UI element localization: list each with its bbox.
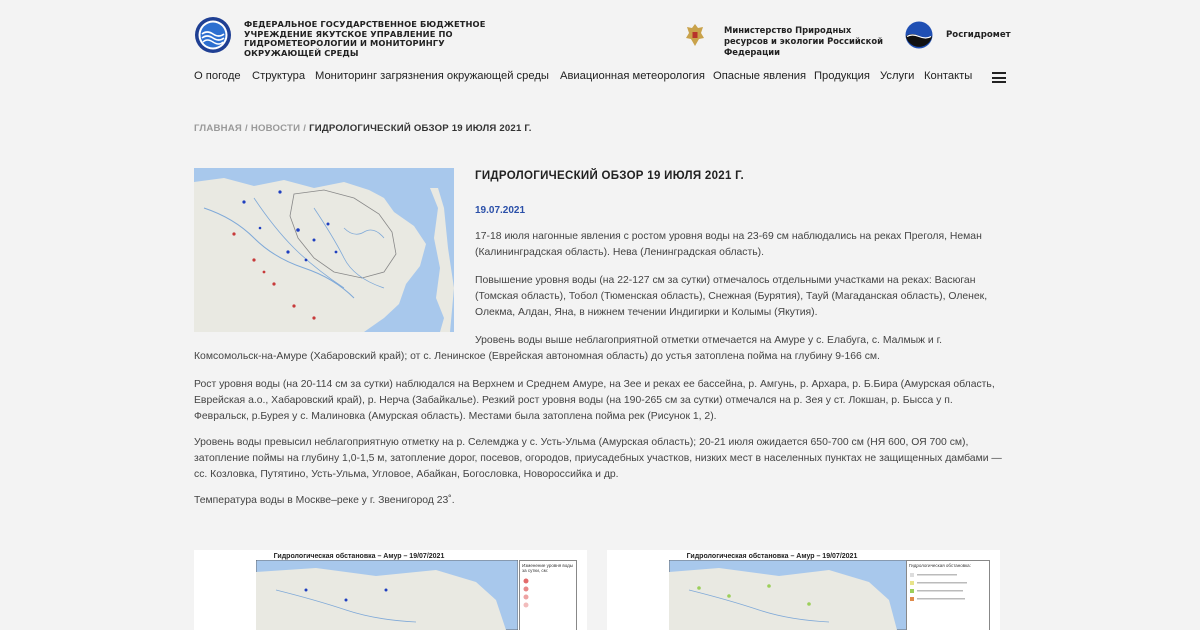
nav-item-services[interactable]: Услуги (880, 70, 915, 82)
org-logo-icon[interactable] (194, 16, 232, 54)
nav-item-products[interactable]: Продукция (814, 70, 870, 82)
article-paragraph: Комсомольск-на-Амуре (Хабаровский край); от с. Ленинское (Еврейская автономная область) до устья затоплена пойма на глубину 9-166 см. (194, 351, 880, 362)
nav-item-structure[interactable]: Структура (252, 70, 306, 82)
main-nav (194, 70, 1006, 88)
nav-item-hazards[interactable]: Опасные явления (713, 70, 807, 82)
breadcrumb-current: ГИДРОЛОГИЧЕСКИЙ ОБЗОР 19 ИЮЛЯ 2021 Г. (309, 123, 532, 134)
nav-item-weather[interactable]: О погоде (194, 70, 241, 82)
legend-title: Изменение уровня воды за сутки, см: (522, 563, 574, 573)
article-paragraph: Уровень воды превысил неблагоприятную отметку на р. Селемджа у с. Усть-Ульма (Амурская область); 20-21 июля ожидается 650-700 см (НЯ 600, ОЯ 700 см), затопление поймы на глубину 1,0-1,5 м, затопление дорог, посевов, огородов, приусадебных участков, низких мест в населенных пунктах не защищенных дамбами — сс. Козловка, Путятино, Усть-Ульма, Угловое, Абайкан, Богословка, Новороссийка и др. (194, 437, 1002, 480)
figure-title: Гидрологическая обстановка – Амур – 19/07/2021 (273, 553, 445, 560)
org-name[interactable]: ФЕДЕРАЛЬНОЕ ГОСУДАРСТВЕННОЕ БЮДЖЕТНОЕ УЧРЕЖДЕНИЕ ЯКУТСКОЕ УПРАВЛЕНИЕ ПО ГИДРОМЕТЕОРОЛОГИИ И МОНИТОРИНГУ ОКРУЖАЮЩЕЙ СРЕДЫ (244, 19, 486, 58)
breadcrumb-news[interactable]: НОВОСТИ (250, 123, 301, 134)
nav-item-aviation[interactable]: Авиационная метеорология (560, 70, 705, 82)
article-paragraph: Повышение уровня воды (на 22-127 см за сутки) отмечалось отдельными участками на реках: Васюган (Томская область), Тобол (Тюменская область), Снежная (Бурятия), Тауй (Магаданская область), Оленек, Олекма, Алдан, Яна, в нижнем течении Индигирки и Колымы (Якутия). (475, 275, 988, 318)
nav-item-monitoring[interactable]: Мониторинг загрязнения окружающей среды (315, 70, 549, 82)
article-paragraph: Температура воды в Москве–реке у г. Звенигород 23˚. (194, 495, 455, 506)
figure-1-image[interactable] (194, 550, 587, 630)
breadcrumb-home[interactable]: ГЛАВНАЯ (194, 123, 242, 134)
legend-markers (520, 575, 574, 615)
rosgidromet-name[interactable]: Росгидромет (946, 30, 1011, 40)
article-paragraph: Рост уровня воды (на 20-114 см за сутки) наблюдался на Верхнем и Среднем Амуре, на Зее и реках ее бассейна, р. Амгунь, р. Архара, р. Б.Бира (Амурская область, Еврейская а.о., Хабаровский край), р. Нерча (Забайкалье). Резкий рост уровня воды (на 190-265 см за сутки) отмечался на р. Зея у ст. Локшан, р. Бысса у п. Февральск, р.Бурея у с. Малиновка (Амурская область). Местами была затоплена пойма рек (Рисунок 1, 2). (194, 379, 995, 422)
site-header (194, 16, 1011, 58)
article-map-image[interactable] (194, 168, 454, 332)
russian-emblem-icon (684, 22, 706, 48)
article-date: 19.07.2021 (475, 205, 526, 216)
article-title: ГИДРОЛОГИЧЕСКИЙ ОБЗОР 19 ИЮЛЯ 2021 Г. (475, 170, 745, 182)
ministry-name[interactable]: Министерство Природных ресурсов и экологии Российской Федерации (724, 25, 883, 57)
article-paragraph: Уровень воды выше неблагоприятной отметки отмечается на Амуре у с. Елабуга, с. Малмыж и г. (475, 335, 942, 346)
article-paragraph: 17-18 июля нагонные явления с ростом уровня воды на 23-69 см наблюдались на реках Преголя, Неман (Калининградская область). Нева (Ленинградская область). (475, 231, 982, 258)
rosgidromet-logo-icon[interactable] (905, 21, 933, 49)
figure-2-image[interactable] (607, 550, 1000, 630)
legend-markers (907, 570, 987, 620)
breadcrumb (194, 123, 532, 134)
breadcrumb-separator: / (244, 123, 248, 134)
nav-item-contacts[interactable]: Контакты (924, 70, 973, 82)
figure-title: Гидрологическая обстановка – Амур – 19/07/2021 (686, 553, 858, 560)
menu-burger-icon[interactable] (992, 72, 1006, 83)
legend-title: Гидрологическая обстановка: (909, 563, 971, 568)
breadcrumb-separator: / (303, 123, 307, 134)
